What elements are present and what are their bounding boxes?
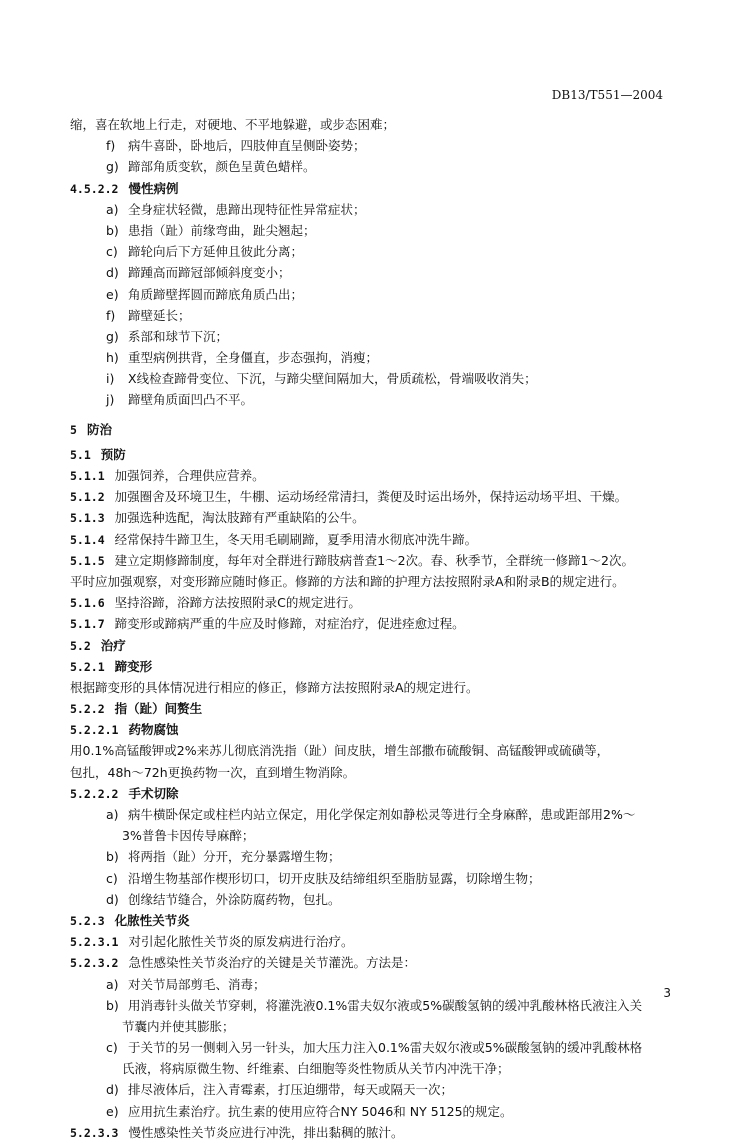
section-number: 5.1.1 bbox=[70, 469, 105, 483]
text-line bbox=[70, 529, 670, 550]
line-text: 蹄踵高而蹄冠部倾斜度变小； bbox=[128, 265, 291, 281]
line-text: 于关节的另一侧刺入另一针头，加大压力注入0.1%雷夫奴尔液或5%碳酸氢钠的缓冲乳酸林格 bbox=[128, 1040, 643, 1056]
line-text: 坚持浴蹄，浴蹄方法按照附录C的规定进行。 bbox=[114, 595, 361, 611]
line-text: 蹄部角质变软，颜色呈黄色蜡样。 bbox=[128, 159, 316, 175]
line-text: 慢性感染性关节炎应进行冲洗，排出黏稠的脓汁。 bbox=[128, 1124, 404, 1140]
line-text: 将两指（趾）分开，充分暴露增生物； bbox=[128, 849, 341, 865]
section-number: 5 bbox=[70, 422, 77, 437]
list-label: b) bbox=[106, 222, 119, 238]
line-text: 急性感染性关节炎治疗的关键是关节灌洗。方法是： bbox=[128, 955, 416, 971]
section-number: 5.2.2 bbox=[70, 702, 105, 717]
text-line bbox=[70, 389, 670, 410]
list-label: c) bbox=[106, 870, 118, 886]
line-text: 对引起化脓性关节炎的原发病进行治疗。 bbox=[128, 934, 354, 950]
list-label: c) bbox=[106, 1040, 118, 1056]
list-label: b) bbox=[106, 849, 119, 865]
text-line bbox=[70, 135, 670, 156]
line-text: 对关节局部剪毛、消毒； bbox=[128, 976, 266, 992]
text-line bbox=[70, 241, 670, 262]
section-number: 5.1.4 bbox=[70, 532, 105, 547]
list-label: f) bbox=[106, 138, 116, 154]
line-text: X线检查蹄骨变位、下沉，与蹄尖壁间隔加大，骨质疏松，骨端吸收消失； bbox=[128, 371, 537, 387]
text-line bbox=[70, 1122, 670, 1143]
section-heading: 慢性病例 bbox=[128, 180, 179, 196]
list-label: e) bbox=[106, 286, 119, 302]
section-heading: 手术切除 bbox=[128, 785, 179, 801]
list-label: f) bbox=[106, 307, 116, 323]
line-text: 病牛横卧保定或柱栏内站立保定，用化学保定剂如静松灵等进行全身麻醉，患或距部用2%～ bbox=[128, 807, 636, 822]
text-line bbox=[70, 698, 670, 719]
list-label: e) bbox=[106, 1103, 119, 1119]
section-number: 5.2.3.2 bbox=[70, 956, 119, 971]
text-line bbox=[70, 719, 670, 740]
text-line bbox=[70, 613, 670, 634]
text-line bbox=[70, 1101, 670, 1122]
text-line bbox=[70, 762, 670, 783]
line-text: 经常保持牛蹄卫生，冬天用毛刷刷蹄，夏季用清水彻底冲洗牛蹄。 bbox=[114, 531, 478, 547]
line-text: 3%普鲁卡因传导麻醉； bbox=[122, 828, 255, 844]
text-line bbox=[70, 783, 670, 804]
section-number: 5.2.3 bbox=[70, 913, 105, 928]
list-label: a) bbox=[106, 976, 119, 992]
text-line bbox=[70, 178, 670, 199]
line-text: 加强选种选配，淘汰肢蹄有严重缺陷的公牛。 bbox=[114, 510, 365, 526]
line-text: 用消毒针头做关节穿刺，将灌洗液0.1%雷夫奴尔液或5%碳酸氢钠的缓冲乳酸林格氏液注入关 bbox=[128, 997, 643, 1013]
section-number: 5.1 bbox=[70, 447, 91, 462]
line-text: 节囊内并使其膨胀； bbox=[122, 1018, 235, 1034]
line-text: 氏液，将病原微生物、纤维素、白细胞等炎性物质从关节内冲洗干净； bbox=[122, 1061, 510, 1077]
line-text: 全身症状轻微，患蹄出现特征性异常症状； bbox=[128, 201, 366, 217]
text-line bbox=[70, 592, 670, 613]
section-number: 4.5.2.2 bbox=[70, 181, 119, 196]
text-line bbox=[70, 868, 670, 889]
text-line bbox=[70, 419, 670, 440]
line-text: 根据蹄变形的具体情况进行相应的修正，修蹄方法按照附录A的规定进行。 bbox=[70, 679, 479, 695]
line-text: 平时应加强观察，对变形蹄应随时修正。修蹄的方法和蹄的护理方法按照附录A和附录B的规定进行。 bbox=[70, 573, 625, 589]
text-line bbox=[70, 656, 670, 677]
line-text: 蹄壁延长； bbox=[128, 307, 191, 323]
text-line bbox=[70, 550, 670, 571]
list-label: d) bbox=[106, 1082, 119, 1098]
text-line bbox=[70, 635, 670, 656]
document-code: DB13/T551—2004 bbox=[551, 88, 663, 102]
line-text: 建立定期修蹄制度，每年对全群进行蹄肢病普查1～2次。春、秋季节，全群统一修蹄1～2次。 bbox=[114, 552, 634, 568]
text-line bbox=[70, 1037, 670, 1058]
line-text: 加强饲养，合理供应营养。 bbox=[114, 468, 265, 483]
text-line bbox=[70, 1079, 670, 1100]
line-text: 应用抗生素治疗。抗生素的使用应符合NY 5046和 NY 5125的规定。 bbox=[128, 1103, 513, 1119]
section-number: 5.2.1 bbox=[70, 659, 105, 674]
list-label: a) bbox=[106, 201, 119, 217]
text-line bbox=[70, 199, 670, 220]
section-number: 5.1.6 bbox=[70, 596, 105, 611]
section-number: 5.2.2.2 bbox=[70, 786, 119, 801]
text-line bbox=[70, 465, 670, 486]
text-line bbox=[70, 262, 670, 283]
section-number: 5.1.2 bbox=[70, 490, 105, 505]
text-line bbox=[70, 571, 670, 592]
text-line bbox=[70, 846, 670, 867]
list-label: g) bbox=[106, 328, 119, 344]
line-text: 沿增生物基部作楔形切口，切开皮肤及结缔组织至脂肪显露，切除增生物； bbox=[128, 870, 541, 886]
line-text: 蹄轮向后下方延伸且彼此分离； bbox=[128, 244, 304, 260]
document-body bbox=[70, 114, 670, 1143]
line-text: 病牛喜卧，卧地后，四肢伸直呈侧卧姿势； bbox=[128, 138, 366, 154]
section-heading: 防治 bbox=[86, 421, 112, 437]
text-line bbox=[70, 156, 670, 177]
line-text: 系部和球节下沉； bbox=[128, 328, 229, 344]
text-line bbox=[70, 305, 670, 326]
line-text: 包扎，48h～72h更换药物一次，直到增生物消除。 bbox=[70, 764, 356, 780]
list-label: i) bbox=[106, 371, 115, 387]
list-label: h) bbox=[106, 350, 119, 366]
list-label: j) bbox=[106, 392, 115, 408]
text-line bbox=[70, 825, 670, 846]
section-heading: 治疗 bbox=[100, 637, 126, 653]
section-number: 5.2 bbox=[70, 638, 91, 653]
text-line bbox=[70, 677, 670, 698]
line-text: 角质蹄壁挥圆而蹄底角质凸出； bbox=[128, 286, 304, 302]
text-line bbox=[70, 974, 670, 995]
text-line bbox=[70, 910, 670, 931]
section-heading: 预防 bbox=[100, 446, 126, 462]
list-label: c) bbox=[106, 244, 118, 260]
line-text: 蹄壁角质面凹凸不平。 bbox=[128, 392, 254, 408]
line-text: 加强圈舍及环境卫生，牛棚、运动场经常清扫，粪便及时运出场外，保持运动场平坦、干燥。 bbox=[114, 489, 628, 505]
text-line bbox=[70, 284, 670, 305]
list-label: g) bbox=[106, 159, 119, 175]
text-line bbox=[70, 889, 670, 910]
section-heading: 指（趾）间赘生 bbox=[114, 701, 203, 717]
section-heading: 化脓性关节炎 bbox=[114, 912, 190, 928]
line-text: 创缘结节缝合，外涂防腐药物，包扎。 bbox=[128, 891, 341, 907]
list-label: d) bbox=[106, 265, 119, 281]
text-line bbox=[70, 507, 670, 528]
text-line bbox=[70, 995, 670, 1016]
page-number: 3 bbox=[663, 986, 671, 1000]
list-label: b) bbox=[106, 997, 119, 1013]
section-heading: 蹄变形 bbox=[114, 658, 153, 674]
text-line bbox=[70, 347, 670, 368]
list-label: d) bbox=[106, 891, 119, 907]
text-line bbox=[70, 1058, 670, 1079]
section-heading: 药物腐蚀 bbox=[128, 722, 179, 738]
section-number: 5.1.7 bbox=[70, 617, 105, 632]
text-line bbox=[70, 740, 670, 761]
section-number: 5.2.3.1 bbox=[70, 935, 119, 950]
section-number: 5.2.2.1 bbox=[70, 723, 119, 738]
text-line bbox=[70, 952, 670, 973]
text-line bbox=[70, 486, 670, 507]
section-number: 5.1.3 bbox=[70, 511, 105, 526]
section-number: 5.1.5 bbox=[70, 553, 105, 568]
line-text: 缩，喜在软地上行走，对硬地、不平地躲避，或步态困难； bbox=[70, 117, 396, 132]
line-text: 患指（趾）前缘弯曲，趾尖翘起； bbox=[128, 222, 316, 238]
text-line bbox=[70, 220, 670, 241]
line-text: 重型病例拱背，全身僵直，步态强拘，消瘦； bbox=[128, 350, 379, 366]
line-text: 蹄变形或蹄病严重的牛应及时修蹄，对症治疗，促进痊愈过程。 bbox=[114, 616, 465, 632]
text-line bbox=[70, 368, 670, 389]
list-label: a) bbox=[106, 807, 119, 822]
text-line bbox=[70, 114, 670, 135]
text-line bbox=[70, 326, 670, 347]
text-line bbox=[70, 1016, 670, 1037]
text-line bbox=[70, 804, 670, 825]
section-number: 5.2.3.3 bbox=[70, 1125, 119, 1140]
text-line bbox=[70, 444, 670, 465]
line-text: 排尽液体后，注入青霉素，打压迫绷带，每天或隔天一次； bbox=[128, 1082, 454, 1098]
line-text: 用0.1%高锰酸钾或2%来苏儿彻底消洗指（趾）间皮肤，增生部撒布硫酸铜、高锰酸钾或硫磺等， bbox=[70, 743, 610, 759]
text-line bbox=[70, 931, 670, 952]
